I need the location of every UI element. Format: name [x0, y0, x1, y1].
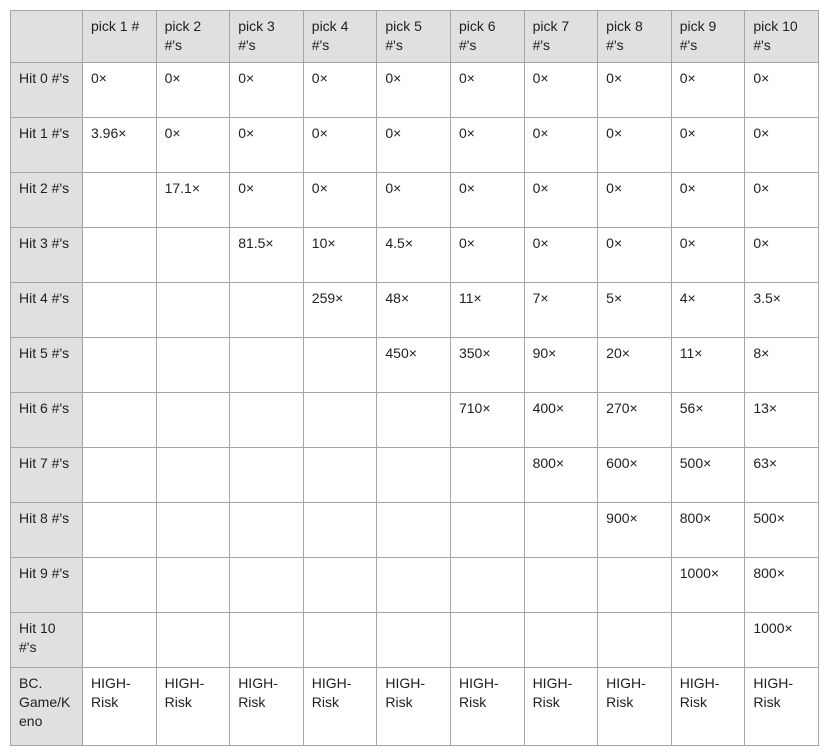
- payout-cell: HIGH-Risk: [598, 668, 672, 746]
- payout-cell: 600×: [598, 448, 672, 503]
- payout-cell: [83, 283, 157, 338]
- payout-cell: 11×: [450, 283, 524, 338]
- table-row: [11, 228, 819, 283]
- payout-cell: 500×: [671, 448, 745, 503]
- payout-cell: 350×: [450, 338, 524, 393]
- payout-cell: 0×: [524, 228, 598, 283]
- column-header-pick-10: pick 10 #'s: [745, 11, 819, 63]
- payout-cell: [83, 613, 157, 668]
- payout-cell: [230, 503, 304, 558]
- payout-cell: 0×: [671, 118, 745, 173]
- payout-cell: 0×: [671, 63, 745, 118]
- payout-cell: 800×: [671, 503, 745, 558]
- payout-cell: 90×: [524, 338, 598, 393]
- payout-cell: 0×: [524, 118, 598, 173]
- row-header: Hit 7 #'s: [11, 448, 83, 503]
- payout-cell: 0×: [230, 173, 304, 228]
- table-row: [11, 118, 819, 173]
- payout-cell: 0×: [230, 118, 304, 173]
- payout-cell: [156, 558, 230, 613]
- payout-cell: [450, 503, 524, 558]
- payout-cell: 0×: [745, 228, 819, 283]
- payout-cell: 450×: [377, 338, 451, 393]
- payout-cell: 3.96×: [83, 118, 157, 173]
- column-header-pick-5: pick 5 #'s: [377, 11, 451, 63]
- payout-cell: 4.5×: [377, 228, 451, 283]
- payout-cell: [303, 613, 377, 668]
- payout-cell: 0×: [450, 173, 524, 228]
- payout-cell: 56×: [671, 393, 745, 448]
- payout-cell: 11×: [671, 338, 745, 393]
- payout-cell: 0×: [598, 63, 672, 118]
- payout-cell: 0×: [671, 228, 745, 283]
- payout-cell: [156, 283, 230, 338]
- payout-cell: 17.1×: [156, 173, 230, 228]
- payout-cell: 0×: [230, 63, 304, 118]
- payout-cell: HIGH-Risk: [156, 668, 230, 746]
- payout-cell: HIGH-Risk: [83, 668, 157, 746]
- payout-cell: [598, 558, 672, 613]
- row-header: Hit 9 #'s: [11, 558, 83, 613]
- payout-cell: [524, 558, 598, 613]
- payout-cell: [303, 338, 377, 393]
- payout-cell: 1000×: [745, 613, 819, 668]
- payout-cell: [377, 448, 451, 503]
- payout-cell: 0×: [598, 118, 672, 173]
- payout-cell: [230, 393, 304, 448]
- payout-cell: HIGH-Risk: [745, 668, 819, 746]
- payout-cell: [377, 393, 451, 448]
- payout-cell: [377, 558, 451, 613]
- payout-cell: HIGH-Risk: [230, 668, 304, 746]
- payout-cell: 8×: [745, 338, 819, 393]
- payout-cell: 0×: [303, 173, 377, 228]
- payout-cell: 0×: [303, 118, 377, 173]
- payout-cell: [450, 448, 524, 503]
- row-header: Hit 4 #'s: [11, 283, 83, 338]
- column-header-pick-6: pick 6 #'s: [450, 11, 524, 63]
- table-row: [11, 338, 819, 393]
- payout-cell: [83, 558, 157, 613]
- payout-cell: 0×: [303, 63, 377, 118]
- payout-cell: [230, 283, 304, 338]
- payout-cell: [156, 448, 230, 503]
- column-header-pick-8: pick 8 #'s: [598, 11, 672, 63]
- table-row: [11, 63, 819, 118]
- payout-cell: [303, 448, 377, 503]
- payout-cell: [156, 393, 230, 448]
- payout-cell: [671, 613, 745, 668]
- payout-cell: 0×: [598, 173, 672, 228]
- payout-cell: [83, 393, 157, 448]
- payout-cell: 0×: [156, 118, 230, 173]
- row-header: Hit 8 #'s: [11, 503, 83, 558]
- column-header-pick-7: pick 7 #'s: [524, 11, 598, 63]
- payout-cell: 4×: [671, 283, 745, 338]
- column-header-pick-9: pick 9 #'s: [671, 11, 745, 63]
- row-header: Hit 3 #'s: [11, 228, 83, 283]
- table-row: [11, 558, 819, 613]
- payout-cell: [598, 613, 672, 668]
- payout-cell: 81.5×: [230, 228, 304, 283]
- column-header-pick-3: pick 3 #'s: [230, 11, 304, 63]
- payout-cell: [156, 338, 230, 393]
- payout-cell: 10×: [303, 228, 377, 283]
- payout-cell: [230, 448, 304, 503]
- table-row: [11, 668, 819, 746]
- payout-cell: 400×: [524, 393, 598, 448]
- payout-cell: 0×: [83, 63, 157, 118]
- row-header: Hit 5 #'s: [11, 338, 83, 393]
- payout-cell: [83, 448, 157, 503]
- payout-cell: 1000×: [671, 558, 745, 613]
- payout-cell: [524, 503, 598, 558]
- row-header: Hit 0 #'s: [11, 63, 83, 118]
- corner-header-cell: [11, 11, 83, 63]
- payout-cell: HIGH-Risk: [671, 668, 745, 746]
- row-header: Hit 1 #'s: [11, 118, 83, 173]
- payout-cell: [83, 173, 157, 228]
- payout-cell: 500×: [745, 503, 819, 558]
- payout-cell: 0×: [598, 228, 672, 283]
- header-row: [11, 11, 819, 63]
- payout-cell: 0×: [524, 173, 598, 228]
- payout-cell: [377, 503, 451, 558]
- table-row: [11, 393, 819, 448]
- payout-cell: 20×: [598, 338, 672, 393]
- column-header-pick-4: pick 4 #'s: [303, 11, 377, 63]
- column-header-pick-1: pick 1 #: [83, 11, 157, 63]
- payout-cell: [377, 613, 451, 668]
- column-header-pick-2: pick 2 #'s: [156, 11, 230, 63]
- payout-cell: HIGH-Risk: [450, 668, 524, 746]
- payout-cell: 3.5×: [745, 283, 819, 338]
- payout-cell: 270×: [598, 393, 672, 448]
- payout-cell: 0×: [377, 118, 451, 173]
- payout-cell: [303, 558, 377, 613]
- payout-cell: [156, 613, 230, 668]
- payout-cell: [230, 338, 304, 393]
- payout-cell: 5×: [598, 283, 672, 338]
- payout-cell: 0×: [745, 173, 819, 228]
- payout-cell: [230, 558, 304, 613]
- payout-cell: 900×: [598, 503, 672, 558]
- table-row: [11, 173, 819, 228]
- payout-cell: [303, 503, 377, 558]
- row-header: Hit 10 #'s: [11, 613, 83, 668]
- payout-cell: 0×: [450, 63, 524, 118]
- payout-cell: [83, 503, 157, 558]
- payout-cell: 800×: [745, 558, 819, 613]
- row-header: BC. Game/Keno: [11, 668, 83, 746]
- payout-cell: 0×: [745, 118, 819, 173]
- payout-cell: [156, 228, 230, 283]
- payout-cell: 63×: [745, 448, 819, 503]
- payout-cell: [524, 613, 598, 668]
- row-header: Hit 2 #'s: [11, 173, 83, 228]
- table-row: [11, 283, 819, 338]
- payout-cell: HIGH-Risk: [524, 668, 598, 746]
- payout-cell: 0×: [156, 63, 230, 118]
- payout-cell: HIGH-Risk: [377, 668, 451, 746]
- row-header: Hit 6 #'s: [11, 393, 83, 448]
- payout-cell: [450, 613, 524, 668]
- payout-cell: 0×: [377, 173, 451, 228]
- table-head: [11, 11, 819, 63]
- table-row: [11, 613, 819, 668]
- payout-cell: 259×: [303, 283, 377, 338]
- payout-cell: 0×: [450, 228, 524, 283]
- payout-cell: HIGH-Risk: [303, 668, 377, 746]
- payout-cell: 0×: [450, 118, 524, 173]
- table-row: [11, 503, 819, 558]
- payout-cell: [83, 228, 157, 283]
- payout-cell: [450, 558, 524, 613]
- payout-cell: 0×: [671, 173, 745, 228]
- payout-cell: 7×: [524, 283, 598, 338]
- payout-cell: 13×: [745, 393, 819, 448]
- payout-cell: 0×: [745, 63, 819, 118]
- payout-cell: 0×: [524, 63, 598, 118]
- payout-cell: [83, 338, 157, 393]
- table-row: [11, 448, 819, 503]
- payout-cell: [156, 503, 230, 558]
- table-body: [11, 63, 819, 746]
- payout-cell: [230, 613, 304, 668]
- payout-cell: 710×: [450, 393, 524, 448]
- payout-cell: 48×: [377, 283, 451, 338]
- payout-cell: [303, 393, 377, 448]
- keno-payout-table: [10, 10, 819, 746]
- payout-cell: 0×: [377, 63, 451, 118]
- payout-cell: 800×: [524, 448, 598, 503]
